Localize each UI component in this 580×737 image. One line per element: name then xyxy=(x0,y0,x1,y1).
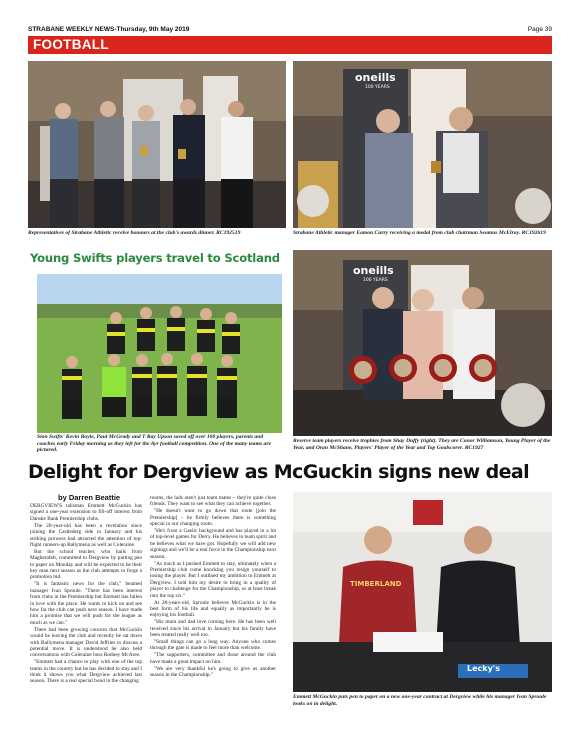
caption-reserve: Reserve team players receive trophies from Shay Duffy (right). They are Conor Williamson, Young Player of the Year, and Oran McShane, Players' Player of the Year and Top Goalscorer. RC1927 xyxy=(293,438,551,451)
photo-awards-dinner xyxy=(28,61,286,228)
article-paragraph: But the school teacher, who hails from Magherafelt, committed to Dergview by putting pen to paper on Monday and will be expected to be their key man next season as the club attempts to forge a promotion bid. xyxy=(30,548,142,581)
caption-medal: Strabane Athletic manager Eamon Curry receiving a medal from club chairman Seamus McElroy. RC192619 xyxy=(293,230,546,236)
article-paragraph: "We are very thankful he's going to give us another season in the Championship." xyxy=(150,665,276,678)
article-column-2 xyxy=(150,495,276,679)
article-paragraph: "The supporters, committee and those around the club have made a great impact on him. xyxy=(150,652,276,665)
banner-brand: oneills xyxy=(355,71,396,84)
masthead xyxy=(28,25,552,35)
photo-signing xyxy=(293,492,552,692)
section-title: FOOTBALL xyxy=(33,37,109,52)
article-paragraph: DERGVIEW'S talisman Emmett McGuckin has signed a one-year extension to fill-off interest from Danske Bank Premiership clubs. xyxy=(30,503,142,522)
article-paragraph: "It is fantastic news for the club," beamed manager Ivan Sproule. "There has been interest from clubs in the Premiership but Emmett has fallen in love with the place. He wants to kick on and see how far the club can push next season. I have made him a promise that we will push for the league as much as we can." xyxy=(30,581,142,626)
article-paragraph: "Small things can go a long way. Anyone who comes through the gate is made to feel more than welcome. xyxy=(150,638,276,652)
article-paragraph: "His mum and dad love coming here. He has been well received since his arrival in January but his family have been treated really well too. xyxy=(150,619,276,639)
article-paragraph: There had been growing concern that McGuckin would be leaving the club and recently he sat down with Ballymena manager David Jeffries to discuss a potential move. It is understood he also held conversations with Coleraine boss Rodney McAree. xyxy=(30,626,142,659)
photo-medal xyxy=(293,61,552,228)
byline: by Darren Beattie xyxy=(58,493,121,502)
article-column-1 xyxy=(30,503,142,685)
photo-swifts-team xyxy=(37,274,282,433)
article-paragraph: The 28-year-old has been a revelation since joining the Castlederg side in January and his striking prowess had attracted the attention of top-flight runners-up Ballymena as well as Coleraine. xyxy=(30,522,142,548)
article-paragraph: "He's from a Gaelic background and has played in a lot of top-level games for Derry. He believes in team spirit and he believes what we have got. Hopefully we will add new signings and we'll be a real force in the Championship next season. xyxy=(150,528,277,560)
article-paragraph: "He doesn't want to go down that route [join the Premiership] – he firmly believes there is something special in our changing room. xyxy=(150,508,276,528)
banner-brand-reserve: oneills xyxy=(353,264,394,277)
banner-sub: 100 YEARS xyxy=(365,85,390,90)
masthead-date: STRABANE WEEKLY NEWS-Thursday, 9th May 2019 xyxy=(28,26,190,33)
sponsor-text: Lecky's xyxy=(467,664,501,673)
swifts-headline: Young Swifts players travel to Scotland xyxy=(30,251,280,265)
article-paragraph: "As much as I pushed Emmett to stay, ultimately when a Premiership club come knocking you resign yourself to losing the player. But I outlined my ambition to Emmett at Dergview. I told him my desire to bring in a quality of player to challenge for the Championship, or at least break into the top six." xyxy=(150,560,276,599)
section-bar xyxy=(28,36,552,54)
shirt-text: TIMBERLAND xyxy=(350,580,402,588)
article-paragraph: rooms, the lads aren't just team mates – they're quite close friends. They want to see what they can achieve together. xyxy=(150,495,276,508)
main-headline: Delight for Dergview as McGuckin signs new deal xyxy=(28,461,530,483)
photo-reserve-trophies xyxy=(293,250,552,436)
caption-awards-dinner: Representatives of Strabane Athletic receive honours at the club's awards dinner. RC192519 xyxy=(28,230,241,236)
banner-sub-reserve: 100 YEARS xyxy=(363,278,388,283)
caption-signing: Emmett McGuckin puts pen to paper on a new one-year contract at Dergview while his manager Ivan Sproule looks on in delight. xyxy=(293,694,547,707)
caption-swifts: Sion Swifts' Kevin Boyle, Paul McGrady and T Ray Upson saved off over 100 players, parents and coaches early Friday morning as they left for the Ayr football competition. One of the many teams are pictured. xyxy=(37,434,271,454)
article-paragraph: At 28-years-old, Sproule believes McGuckin is in the best form of his life and equally as importantly he is enjoying his football. xyxy=(150,599,276,619)
article-paragraph: "Emmett had a chance to play with one of the top teams in the country but he has decided to stay and I think it shows you what Dergview achieved last season. There is a real special bond in the changing xyxy=(30,659,142,685)
page-number: Page 39 xyxy=(527,26,552,33)
